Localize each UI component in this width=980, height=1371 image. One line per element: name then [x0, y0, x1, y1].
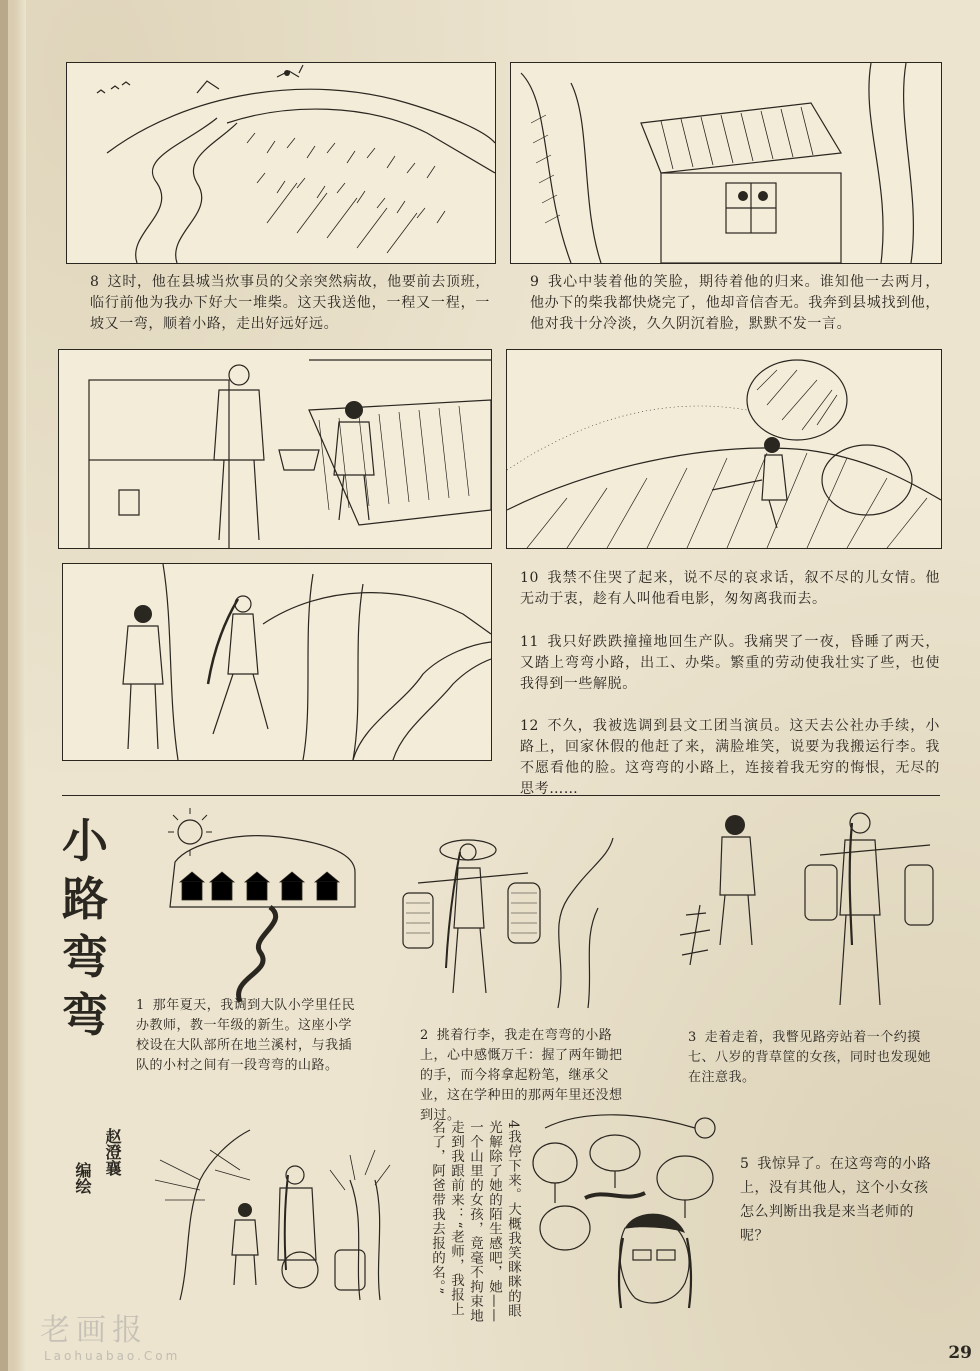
- watermark-logo: 老画报: [40, 1313, 148, 1348]
- sketch-3-girl-and-teacher: [680, 805, 940, 1015]
- story-title: 小路弯弯: [62, 814, 110, 1042]
- girl-and-teacher-drawing: [680, 805, 940, 1015]
- author-name: 赵澄襄: [103, 1128, 122, 1176]
- caption-10: 10 我禁不住哭了起来，说不尽的哀求话，叙不尽的儿女情。他无动于衷，趁有人叫他看电影，匆匆离我而去。: [520, 570, 940, 607]
- village-road-drawing: [160, 812, 360, 1002]
- caption-8: 8 这时，他在县城当炊事员的父亲突然病故，他要前去顶班，临行前他为我办下好大一堆柴。这天我送他，一程又一程，一坡又一弯，顺着小路，走出好远好远。: [90, 274, 490, 332]
- panel-12-illustration: [62, 563, 492, 761]
- hillside-path-drawing: [67, 63, 495, 263]
- caption-b3: 3 走着走着，我瞥见路旁站着一个约摸七、八岁的背草筐的女孩，同时也发现她在注意我。: [688, 1030, 932, 1085]
- teacher-portrait-drawing: [525, 1108, 735, 1308]
- caption-b1: 1 那年夏天，我调到大队小学里任民办教师，教一年级的新生。这座小学校设在大队部所在地兰溪村，与我插队的小村之间有一段弯弯的山路。: [136, 998, 356, 1073]
- binding-edge: [0, 0, 26, 1371]
- house-window-drawing: [511, 63, 941, 263]
- caption-12: 12 不久，我被选调到县文工团当演员。这天去公社办手续，小路上，回家休假的他赶了来，满脸堆笑，说要为我搬运行李。我不愿看他的脸。这弯弯的小路上，连接着我无穷的悔恨，无尽的思考……: [520, 718, 940, 797]
- caption-11: 11 我只好跌跌撞撞地回生产队。我痛哭了一夜，昏睡了两天，又踏上弯弯小路，出工、办柴。繁重的劳动使我壮实了些，也使我得到一些解脱。: [520, 634, 940, 692]
- page-number: 29: [948, 1343, 972, 1363]
- path-farewell-drawing: [63, 564, 491, 760]
- panel-9-illustration: [510, 62, 942, 264]
- sketch-5-portrait: [525, 1108, 735, 1308]
- sketch-2-carrying-luggage: [398, 828, 618, 1008]
- caption-9: 9 我心中装着他的笑脸，期待着他的归来。谁知他一去两月，他办下的柴我都快烧完了，他却音信杳无。我奔到县城找到他，他对我十分冷淡，久久阴沉着脸，默默不发一言。: [530, 274, 940, 332]
- room-scene-drawing: [59, 350, 491, 548]
- author-role: 编绘: [73, 1162, 92, 1194]
- watermark-url: Laohuabao.Com: [44, 1349, 181, 1363]
- panel-11-illustration: [506, 349, 942, 549]
- caption-b5: 5 我惊异了。在这弯弯的小路上，没有其他人，这个小女孩怎么判断出我是来当老师的呢？: [740, 1156, 932, 1244]
- caption-b4: 4我停下来。大概我笑眯眯的眼光解除了她的陌生感吧，她——一个山里的女孩，竟毫不拘束地走到我跟前来：“老师，我报上名了，阿爸带我去报的名。”: [429, 1120, 521, 1323]
- panel-8-illustration: [66, 62, 496, 264]
- carrying-firewood-drawing: [507, 350, 941, 548]
- woman-carrying-pole-drawing: [398, 828, 618, 1008]
- sketch-1-village: [160, 812, 360, 1002]
- caption-b2: 2 挑着行李，我走在弯弯的小路上，心中感慨万千：握了两年锄把的手，而今将拿起粉笔，继承父业，这在学种田的那两年里还没想到过。: [420, 1028, 623, 1123]
- section-divider: [62, 795, 940, 796]
- sketch-4-meeting: [150, 1120, 390, 1300]
- trees-and-girl-drawing: [150, 1120, 390, 1300]
- panel-10-illustration: [58, 349, 492, 549]
